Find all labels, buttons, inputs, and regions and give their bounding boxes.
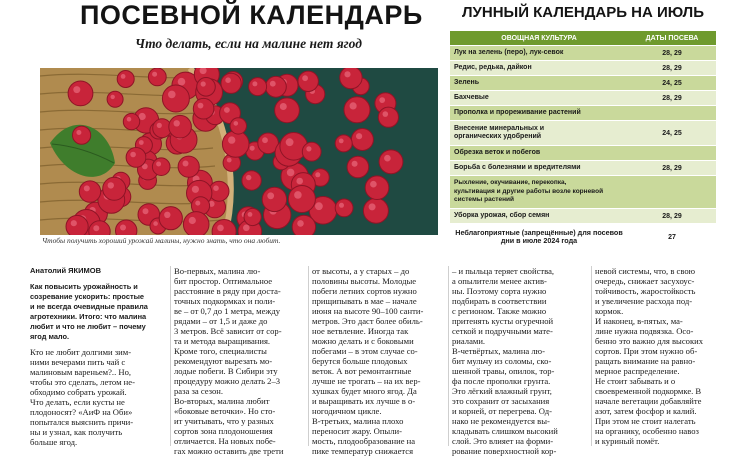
text-line: мость, плодообразование на xyxy=(312,436,416,446)
text-line: рование поверхностной кор- xyxy=(452,446,557,456)
table-row xyxy=(450,160,716,175)
row-dates: 24, 25 xyxy=(662,79,682,87)
raspberry xyxy=(197,78,216,97)
lead-line: агротехники. Итого: что малина xyxy=(30,312,147,321)
raspberry-highlight xyxy=(73,86,80,93)
raspberry xyxy=(68,81,93,106)
text-line: очередь, снижает засухоус- xyxy=(595,276,695,286)
row-crop: Редис, редька, дайкон xyxy=(454,63,532,71)
row-crop: Борьба с болезнями и вредителями xyxy=(454,163,581,171)
article-column-1 xyxy=(30,266,164,447)
raspberry xyxy=(193,98,214,119)
raspberry xyxy=(169,115,192,138)
text-line: пике температур снижается xyxy=(312,446,414,456)
text-line: раза за сезон. xyxy=(174,386,224,396)
text-line: от высоты, а у старых – до xyxy=(312,266,410,276)
text-line: бит простор. Оптимальное xyxy=(174,276,273,286)
raspberry xyxy=(275,98,300,123)
text-line: веток. А вот ремонтантные xyxy=(312,366,412,376)
table-row xyxy=(450,105,716,120)
table-row xyxy=(450,120,716,145)
lead-line: созревание ускорить: простые xyxy=(30,292,144,301)
text-line: та и метода выращивания. xyxy=(174,336,271,346)
raspberry-highlight xyxy=(339,203,344,208)
raspberry xyxy=(335,135,352,152)
text-line: бенно это важно для высоких xyxy=(595,336,704,346)
raspberry xyxy=(244,208,261,225)
raspberry xyxy=(365,176,389,200)
article-column-5 xyxy=(595,266,733,446)
text-line: ны и узнал, как получить xyxy=(30,427,123,437)
text-line: берутся больше плодовых xyxy=(312,356,408,366)
raspberry-highlight xyxy=(183,161,189,167)
text-line: нако не рекомендуется вы- xyxy=(452,416,550,426)
raspberry-highlight xyxy=(250,146,255,151)
row-crop: Рыхление, окучивание, перекопка, культивация и другие работы возле корневой системы растений xyxy=(454,179,604,204)
text-line: расстояние в ряду при доста- xyxy=(174,286,281,296)
text-line: ное ветвление. Иногда так xyxy=(312,326,409,336)
text-line: риалами. xyxy=(452,336,486,346)
raspberry-highlight xyxy=(121,74,126,79)
text-line: 3 метров. Всё зависит от сор- xyxy=(174,326,282,336)
row-crop: Лук на зелень (перо), лук-севок xyxy=(454,48,564,56)
raspberry-highlight xyxy=(306,146,311,151)
raspberry-highlight xyxy=(164,212,170,218)
raspberry xyxy=(262,187,286,211)
raspberry-highlight xyxy=(370,181,377,188)
raspberry xyxy=(379,150,403,174)
text-line: ногодичном цикле. xyxy=(312,406,382,416)
raspberry xyxy=(222,131,249,158)
column-divider xyxy=(448,266,449,446)
text-line: можно делать и с боковыми xyxy=(312,336,414,346)
photo-credit: Фото Анатолий ЯКИМОВ xyxy=(30,92,36,150)
raspberry-highlight xyxy=(189,217,196,224)
article-lead xyxy=(30,282,164,342)
raspberry xyxy=(302,142,321,161)
text-line: азот, затем фосфор и калий. xyxy=(595,406,697,416)
text-line: побегами – в этом случае со- xyxy=(312,346,418,356)
text-line: своевременной подкормке. В xyxy=(595,386,702,396)
text-line: сортов зона плодоношения xyxy=(174,426,273,436)
raspberry xyxy=(66,215,88,235)
raspberry-highlight xyxy=(213,185,219,191)
raspberry-highlight xyxy=(217,225,224,232)
raspberry xyxy=(183,212,209,235)
text-line: точных подкормках и поли- xyxy=(174,296,276,306)
row-dates: 24, 25 xyxy=(662,129,682,137)
row-dates: 28, 29 xyxy=(662,212,682,220)
raspberry-highlight xyxy=(294,191,302,199)
raspberry-highlight xyxy=(352,161,358,167)
row-crop: Обрезка веток и побегов xyxy=(454,148,541,156)
text-line: хушках будет много ягод. Да xyxy=(312,386,417,396)
table-row xyxy=(450,45,716,60)
text-line: притенять кусты огуречной xyxy=(452,316,554,326)
raspberry xyxy=(126,148,146,168)
row-crop: Неблагоприятные (запрещённые) для посевов дни в июле 2024 года xyxy=(455,227,623,245)
row-crop: Бахчевые xyxy=(454,93,489,101)
raspberry-highlight xyxy=(252,81,257,86)
raspberry xyxy=(152,158,170,176)
raspberry xyxy=(162,85,189,112)
raspberry-highlight xyxy=(156,162,161,167)
column-divider xyxy=(308,266,309,446)
row-crop: Уборка урожая, сбор семян xyxy=(454,211,550,219)
raspberry-highlight xyxy=(201,81,206,86)
text-line: – и пыльца теряет свойства, xyxy=(452,266,555,276)
text-line: слой. Это влияет на форми- xyxy=(452,436,554,446)
article-column-2 xyxy=(174,266,304,456)
raspberry xyxy=(344,97,370,123)
raspberry xyxy=(378,107,398,127)
raspberry-highlight xyxy=(153,221,158,226)
text-line: бит мульчу из соломы, ско- xyxy=(452,356,552,366)
raspberry xyxy=(292,215,315,235)
raspberry xyxy=(103,177,126,200)
raspberry-illustration xyxy=(40,68,438,235)
lunar-calendar-table xyxy=(450,31,716,250)
text-line: «боковые веточки». Но сто- xyxy=(174,406,276,416)
row-dates: 28, 29 xyxy=(662,49,682,57)
lead-line: любит и что не любит – почему xyxy=(30,322,146,331)
raspberry-highlight xyxy=(127,117,132,122)
text-line: побеги летних сортов нужно xyxy=(312,286,417,296)
raspberry-highlight xyxy=(315,202,323,210)
text-line: подбирать в соответствии xyxy=(452,296,547,306)
raspberry-highlight xyxy=(280,103,287,110)
text-line: Кроме того, специалисты xyxy=(174,346,267,356)
raspberry xyxy=(79,181,100,202)
raspberry xyxy=(249,78,267,96)
text-line: ними вечерами пить чай с xyxy=(30,357,126,367)
raspberry xyxy=(351,129,373,151)
lead-line: ягод мало. xyxy=(30,332,70,341)
text-line: Это лёгкий влажный грунт, xyxy=(452,386,552,396)
column-divider xyxy=(170,266,171,446)
raspberry-highlight xyxy=(243,225,250,232)
raspberry xyxy=(298,71,318,91)
raspberry xyxy=(335,199,353,217)
raspberry-highlight xyxy=(369,203,376,210)
text-line: В-третьих, малина плохо xyxy=(312,416,404,426)
text-line: это сохранит от засыхания xyxy=(452,396,550,406)
raspberry-highlight xyxy=(356,133,362,139)
raspberry xyxy=(230,118,246,134)
raspberry-highlight xyxy=(297,220,304,227)
column-divider xyxy=(591,266,592,446)
table-row xyxy=(450,75,716,90)
table-row xyxy=(450,60,716,75)
text-line: кормок. xyxy=(595,306,624,316)
text-line: а опылители менее актив- xyxy=(452,276,547,286)
raspberry xyxy=(363,198,388,223)
text-line: ве – от 0,7 до 1 метра, между xyxy=(174,306,281,316)
article-column-4 xyxy=(452,266,586,456)
raspberry xyxy=(347,156,369,178)
raspberry xyxy=(148,68,166,86)
text-line: И наконец, в-пятых, ма- xyxy=(595,316,683,326)
text-line: половины высоты. Молодые xyxy=(312,276,417,286)
raspberry-highlight xyxy=(267,192,274,199)
raspberry-highlight xyxy=(315,172,320,177)
raspberry-highlight xyxy=(227,158,232,163)
raspberry-highlight xyxy=(344,71,350,77)
raspberry xyxy=(178,156,199,177)
row-crop: Прополка и прореживание растений xyxy=(454,108,581,116)
text-line: сеткой и подручными мате- xyxy=(452,326,553,336)
raspberry-highlight xyxy=(76,130,81,135)
text-line: переносит жару. Опыли- xyxy=(312,426,402,436)
raspberry xyxy=(340,68,362,89)
raspberry xyxy=(242,171,261,190)
raspberry-highlight xyxy=(174,120,180,126)
raspberry-highlight xyxy=(228,136,235,143)
text-line: с регионом. Также можно xyxy=(452,306,547,316)
raspberry-highlight xyxy=(384,155,391,162)
lead-line: Как повысить урожайность и xyxy=(30,282,138,291)
text-line: чтобы это сделать, летом не- xyxy=(30,377,135,387)
raspberry-highlight xyxy=(262,137,268,143)
raspberry xyxy=(288,186,315,213)
text-line: больше ягод. xyxy=(30,437,78,447)
text-line: ит учитывать, что у разных xyxy=(174,416,274,426)
text-line: и куриный помёт. xyxy=(595,436,660,446)
raspberry-highlight xyxy=(248,212,253,217)
raspberry xyxy=(123,113,139,129)
raspberry-highlight xyxy=(111,95,115,99)
lead-line: и не всегда очевидные правила xyxy=(30,302,148,311)
raspberry xyxy=(73,126,91,144)
text-line: начале вегетации добавляйте xyxy=(595,396,702,406)
raspberry-highlight xyxy=(84,185,90,191)
lunar-calendar-title: ЛУННЫЙ КАЛЕНДАРЬ НА ИЮЛЬ xyxy=(462,4,704,21)
text-line: и увеличение расхода под- xyxy=(595,296,693,306)
raspberry xyxy=(266,76,287,97)
text-line: малиновым вареньем?.. Но, xyxy=(30,367,132,377)
text-line: Кто не любит долгими зим- xyxy=(30,347,132,357)
raspberry-highlight xyxy=(287,169,295,177)
raspberry-highlight xyxy=(383,111,389,117)
page-subtitle: Что делать, если на малине нет ягод xyxy=(135,36,362,51)
row-dates: 27 xyxy=(668,233,676,241)
raspberry-highlight xyxy=(339,139,344,144)
photo-caption: Чтобы получить хороший урожай малины, нужно знать, что она любит. xyxy=(42,236,281,245)
text-line: Что делать, если кусты не xyxy=(30,397,125,407)
raspberry-highlight xyxy=(234,121,239,126)
raspberry-photo xyxy=(40,68,438,235)
raspberry-highlight xyxy=(246,175,251,180)
row-dates: 28, 29 xyxy=(662,94,682,102)
raspberry xyxy=(159,207,182,230)
text-line: невой системы, что, в свою xyxy=(595,266,696,276)
text-line: Во-вторых, малина любит xyxy=(174,396,270,406)
raspberry-highlight xyxy=(192,186,199,193)
raspberry-highlight xyxy=(143,208,149,214)
text-line: рядами – от 1,5 и даже до xyxy=(174,316,268,326)
text-line: обходимо собрать урожай. xyxy=(30,387,127,397)
table-header xyxy=(450,31,716,45)
text-line: лучше не трогать – на их вер- xyxy=(312,376,421,386)
raspberry-highlight xyxy=(286,138,294,146)
row-crop: Внесение минеральных и органических удобрений xyxy=(454,124,545,140)
text-line: и выращивать их лучше в о- xyxy=(312,396,416,406)
raspberry-highlight xyxy=(71,220,77,226)
row-crop: Зелень xyxy=(454,78,480,86)
text-line: лине нужна подвязка. Осо- xyxy=(595,326,694,336)
table-row xyxy=(450,90,716,105)
text-line: рекомендуют вырезать мо- xyxy=(174,356,273,366)
text-line: В-четвёртых, малина лю- xyxy=(452,346,545,356)
text-line: сортов. При этом нужно об- xyxy=(595,346,698,356)
table-row xyxy=(450,145,716,160)
text-line: шенной травы, опилок, тор- xyxy=(452,366,555,376)
raspberry-highlight xyxy=(195,201,200,206)
text-line: При этом не стоит налегать xyxy=(595,416,696,426)
table-row xyxy=(450,223,716,250)
raspberry-highlight xyxy=(130,152,136,158)
text-line: плодоносят? «АиФ на Оби» xyxy=(30,407,133,417)
text-line: Не стоит забывать и о xyxy=(595,376,676,386)
row-dates: 28, 29 xyxy=(662,64,682,72)
text-line: и корней, от перегрева. Од- xyxy=(452,406,553,416)
text-line: ращать внимание на равно- xyxy=(595,356,696,366)
table-row xyxy=(450,175,716,208)
raspberry-highlight xyxy=(178,78,186,86)
text-line: тойчивость, жаростойкость xyxy=(595,286,696,296)
text-line: июня на высоте 90–100 санти- xyxy=(312,306,424,316)
raspberry-highlight xyxy=(108,182,114,188)
raspberry-highlight xyxy=(198,103,204,109)
table-row xyxy=(450,208,716,223)
raspberry-highlight xyxy=(120,225,126,231)
row-dates: 28, 29 xyxy=(662,164,682,172)
page-title: ПОСЕВНОЙ КАЛЕНДАРЬ xyxy=(80,0,423,30)
text-line: фа после прополки грунта. xyxy=(452,376,551,386)
header-dates: ДАТЫ ПОСЕВА xyxy=(645,34,699,42)
author-byline: Анатолий ЯКИМОВ xyxy=(30,266,102,275)
article-intro xyxy=(30,347,164,447)
raspberry-highlight xyxy=(139,140,144,145)
text-line: прищипывать в мае – начале xyxy=(312,296,417,306)
raspberry-highlight xyxy=(225,77,231,83)
text-line: лодые побеги. В Сибири эту xyxy=(174,366,278,376)
article-column-3 xyxy=(312,266,444,456)
text-line: на органику, особенно навоз xyxy=(595,426,699,436)
raspberry-highlight xyxy=(379,97,385,103)
text-line: попытался выяснить причи- xyxy=(30,417,134,427)
text-line: процедуру можно делать 2–3 xyxy=(174,376,281,386)
text-line: ны. Поэтому сорта нужно xyxy=(452,286,547,296)
raspberry-highlight xyxy=(157,123,162,128)
raspberry-highlight xyxy=(296,178,303,185)
text-line: мерное распределение. xyxy=(595,366,680,376)
raspberry-highlight xyxy=(93,225,99,231)
raspberry-highlight xyxy=(350,102,357,109)
text-line: гах можно оставить две трети xyxy=(174,446,284,456)
text-line: отличается. На новых побе- xyxy=(174,436,276,446)
raspberry xyxy=(221,73,241,93)
raspberry xyxy=(107,91,123,107)
raspberry-highlight xyxy=(152,72,157,77)
text-line: метров. Это даст более обиль- xyxy=(312,316,423,326)
text-line: Во-первых, малина лю- xyxy=(174,266,261,276)
text-line: кладывать слишком высокий xyxy=(452,426,558,436)
raspberry-highlight xyxy=(168,91,176,99)
header-crop: ОВОЩНАЯ КУЛЬТУРА xyxy=(501,34,577,42)
raspberry xyxy=(117,71,134,88)
raspberry-highlight xyxy=(224,107,230,113)
raspberry-highlight xyxy=(270,81,276,87)
raspberry-highlight xyxy=(302,75,308,81)
